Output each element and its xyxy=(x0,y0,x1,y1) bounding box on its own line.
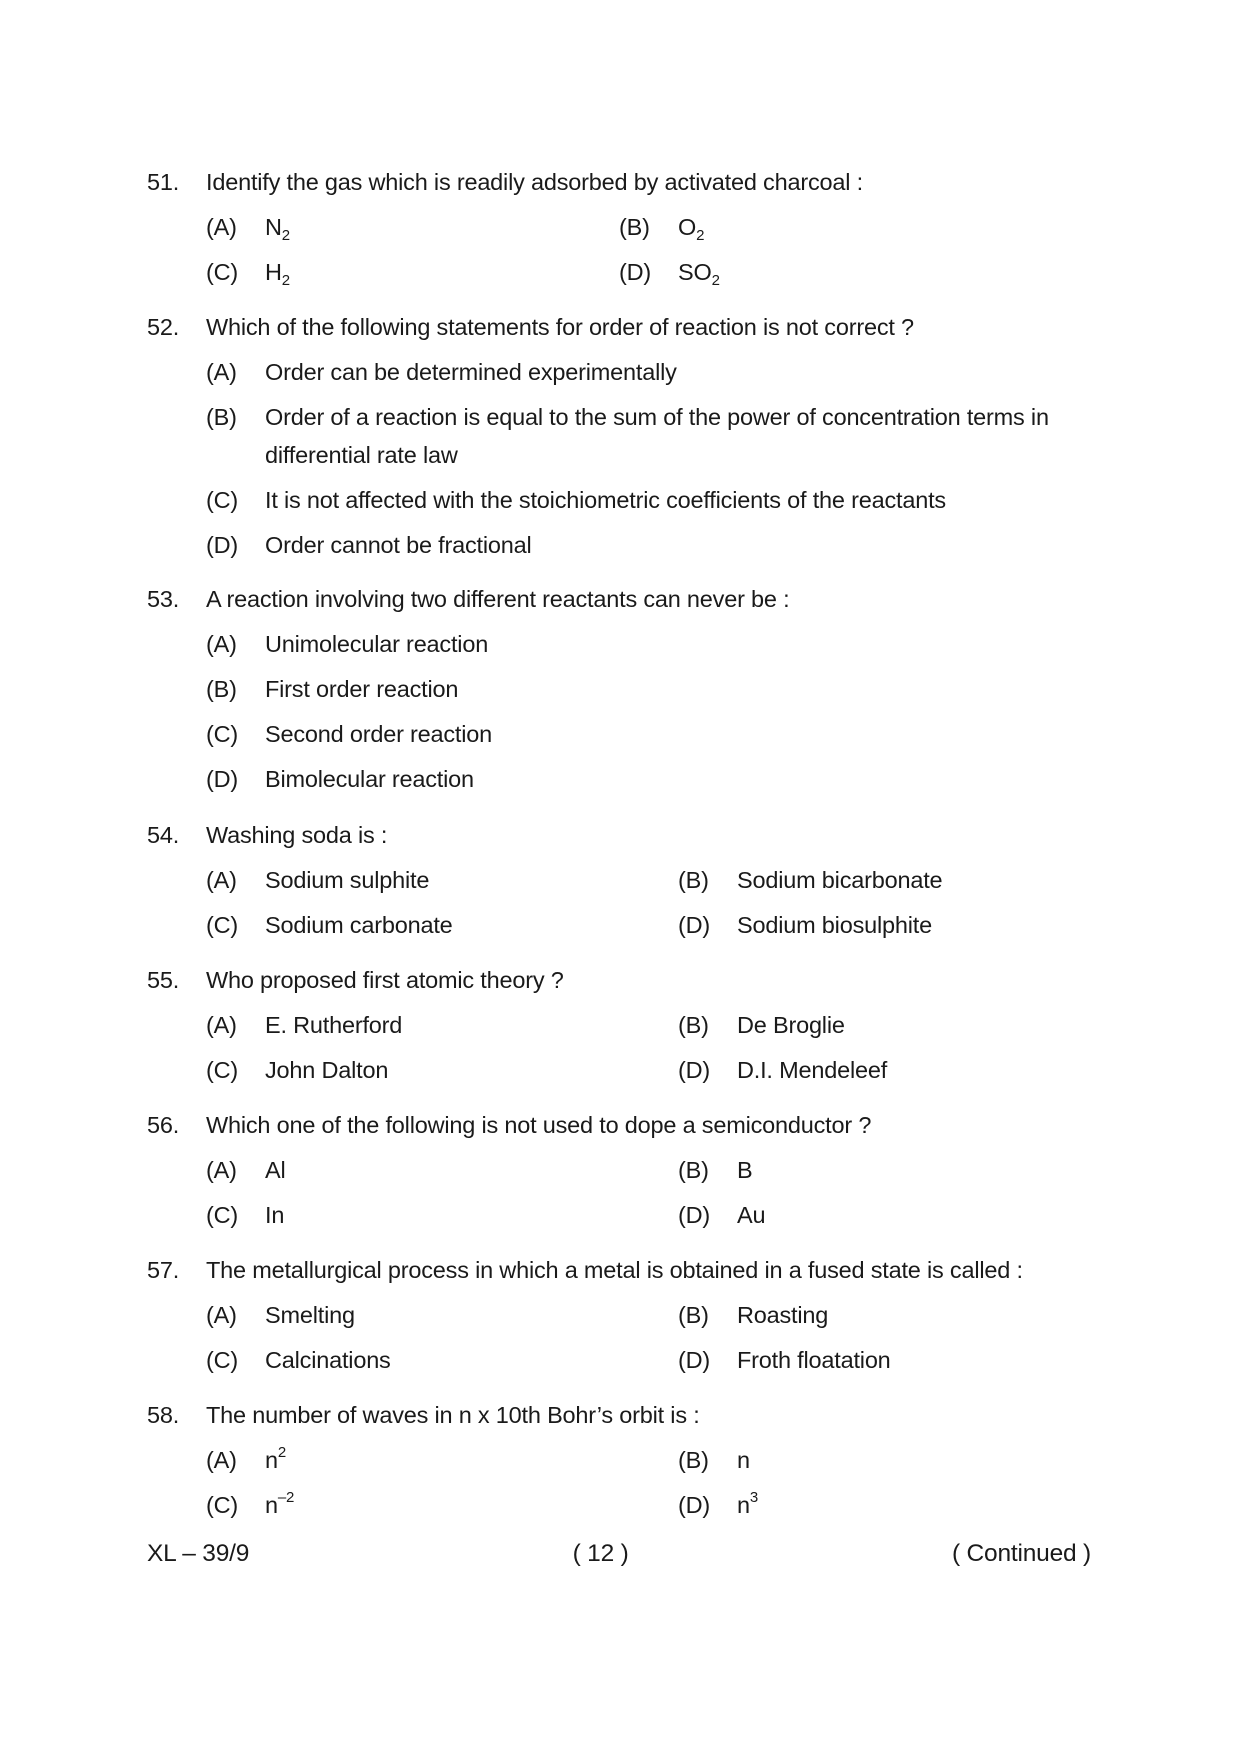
question-51 xyxy=(147,160,1097,295)
option-b: (B) Roasting xyxy=(678,1302,829,1328)
option-d: (D) $SO_2$ xyxy=(619,259,720,289)
question-55 xyxy=(147,958,1097,1093)
question-text: A reaction involving two different reactants can never be : xyxy=(206,586,790,612)
question-number: 52. xyxy=(147,314,180,340)
option-a: (A) Smelting xyxy=(206,1302,355,1328)
option-b: (B) De Broglie xyxy=(678,1012,845,1038)
question-number: 51. xyxy=(147,169,180,195)
question-53 xyxy=(147,577,1097,802)
continued-label: ( Continued ) xyxy=(951,1540,1091,1567)
option-c: (C) $H_2$ xyxy=(206,259,290,289)
option-d: (D) Sodium biosulphite xyxy=(678,912,932,938)
page-footer xyxy=(147,1540,1091,1568)
option-c: (C) It is not affected with the stoichiometric coefficients of the reactants xyxy=(206,487,946,513)
option-b: (B) n xyxy=(678,1447,750,1473)
option-a: (A) $N_2$ xyxy=(206,214,290,244)
question-number: 56. xyxy=(147,1112,180,1138)
option-c: (C) $n^{-2}$ xyxy=(206,1489,295,1518)
paper-code: XL – 39/9 xyxy=(147,1540,250,1567)
option-c: (C) John Dalton xyxy=(206,1057,389,1083)
question-54 xyxy=(147,813,1097,948)
question-56 xyxy=(147,1103,1097,1238)
option-d: (D) D.I. Mendeleef xyxy=(678,1057,888,1083)
option-b: (B) First order reaction xyxy=(206,676,459,702)
question-57 xyxy=(147,1248,1097,1383)
option-d: (D) Au xyxy=(678,1202,766,1228)
question-58 xyxy=(147,1393,1097,1528)
option-a: (A) Sodium sulphite xyxy=(206,867,430,893)
option-b: (B) Sodium bicarbonate xyxy=(678,867,943,893)
option-b: (B) $O_2$ xyxy=(619,214,705,244)
option-c: (C) Calcinations xyxy=(206,1347,391,1373)
option-c: (C) Second order reaction xyxy=(206,721,493,747)
option-a: (A) Order can be determined experimentally xyxy=(206,359,677,385)
option-b: (B) Order of a reaction is equal to the sum of the power of concentration terms in differential rate law xyxy=(206,404,1049,468)
option-d: (D) Froth floatation xyxy=(678,1347,891,1373)
question-text: The metallurgical process in which a metal is obtained in a fused state is called : xyxy=(206,1257,1023,1283)
option-a: (A) Unimolecular reaction xyxy=(206,631,489,657)
option-b: (B) B xyxy=(678,1157,753,1183)
option-d: (D) Order cannot be fractional xyxy=(206,532,532,558)
question-number: 54. xyxy=(147,822,180,848)
option-d: (D) $n^3$ xyxy=(678,1489,759,1518)
option-a: (A) E. Rutherford xyxy=(206,1012,403,1038)
question-number: 53. xyxy=(147,586,180,612)
option-a: (A) $n^2$ xyxy=(206,1444,287,1473)
option-c: (C) Sodium carbonate xyxy=(206,912,453,938)
page-number: ( 12 ) xyxy=(572,1540,629,1567)
question-number: 55. xyxy=(147,967,180,993)
option-c: (C) In xyxy=(206,1202,285,1228)
question-text: Which of the following statements for order of reaction is not correct ? xyxy=(206,314,914,340)
question-text: Who proposed first atomic theory ? xyxy=(206,967,564,993)
question-text: Washing soda is : xyxy=(206,822,388,848)
question-52 xyxy=(147,305,1097,568)
question-text: Identify the gas which is readily adsorbed by activated charcoal : xyxy=(206,169,863,195)
question-number: 58. xyxy=(147,1402,180,1428)
option-d: (D) Bimolecular reaction xyxy=(206,766,474,792)
question-number: 57. xyxy=(147,1257,180,1283)
question-text: The number of waves in n x 10th Bohr’s orbit is : xyxy=(206,1402,700,1428)
option-a: (A) Al xyxy=(206,1157,286,1183)
question-text: Which one of the following is not used to dope a semiconductor ? xyxy=(206,1112,872,1138)
